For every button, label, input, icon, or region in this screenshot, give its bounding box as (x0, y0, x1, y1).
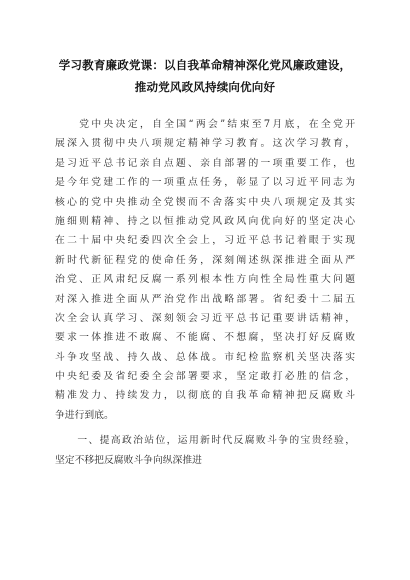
paragraph-line: 坚定不移把反腐败斗争向纵深推进 (55, 454, 202, 466)
paragraph-line: 斗争攻坚战、持久战、总体战。市纪检监察机关坚决落实 (55, 351, 355, 363)
paragraph-line: 要求一体推进不敢腐、不能腐、不想腐，坚决打好反腐败 (55, 332, 355, 344)
paragraph-1 (55, 115, 355, 425)
paragraph-line: 次全会认真学习、深刻领会习近平总书记重要讲话精神， (55, 312, 355, 324)
paragraph-line: 争进行到底。 (55, 409, 114, 421)
paragraph-line: 治党、正风肃纪反腐一系列根本性方向性全局性重大问题 (55, 274, 355, 286)
document-body (55, 115, 355, 470)
paragraph-line: 在二十届中央纪委四次全会上，习近平总书记着眼于实现 (55, 235, 355, 247)
paragraph-line: 精准发力、持续发力，以彻底的自我革命精神把反腐败斗 (55, 390, 355, 402)
paragraph-line: 核心的党中央推动全党锲而不舍落实中央八项规定及其实 (55, 196, 355, 208)
document-title-line-1: 学习教育廉政党课：以自我革命精神深化党风廉政建设， (58, 58, 352, 72)
paragraph-line: 对深入推进全面从严治党作出战略部署。省纪委十二届五 (55, 293, 355, 305)
paragraph-line: 新时代新征程党的使命任务，深刻阐述纵深推进全面从严 (55, 254, 355, 266)
paragraph-line: 是习近平总书记亲自点题、亲自部署的一项重要工作，也 (55, 157, 355, 169)
paragraph-line: 展深入贯彻中央八项规定精神学习教育。这次学习教育， (55, 138, 355, 150)
document-title-line-2: 推动党风政风持续向优向好 (134, 80, 276, 94)
paragraph-line: 中央纪委及省纪委全会部署要求，坚定敢打必胜的信念， (55, 371, 355, 383)
paragraph-line: 一、提高政治站位，运用新时代反腐败斗争的宝贵经验， (55, 435, 355, 447)
paragraph-2 (55, 431, 355, 470)
paragraph-line: 施细则精神、持之以恒推动党风政风向优向好的坚定决心 (55, 215, 355, 227)
paragraph-line: 是今年党建工作的一项重点任务，彰显了以习近平同志为 (55, 177, 355, 189)
paragraph-line: 党中央决定，自全国“两会”结束至7月底，在全党开 (55, 119, 355, 130)
